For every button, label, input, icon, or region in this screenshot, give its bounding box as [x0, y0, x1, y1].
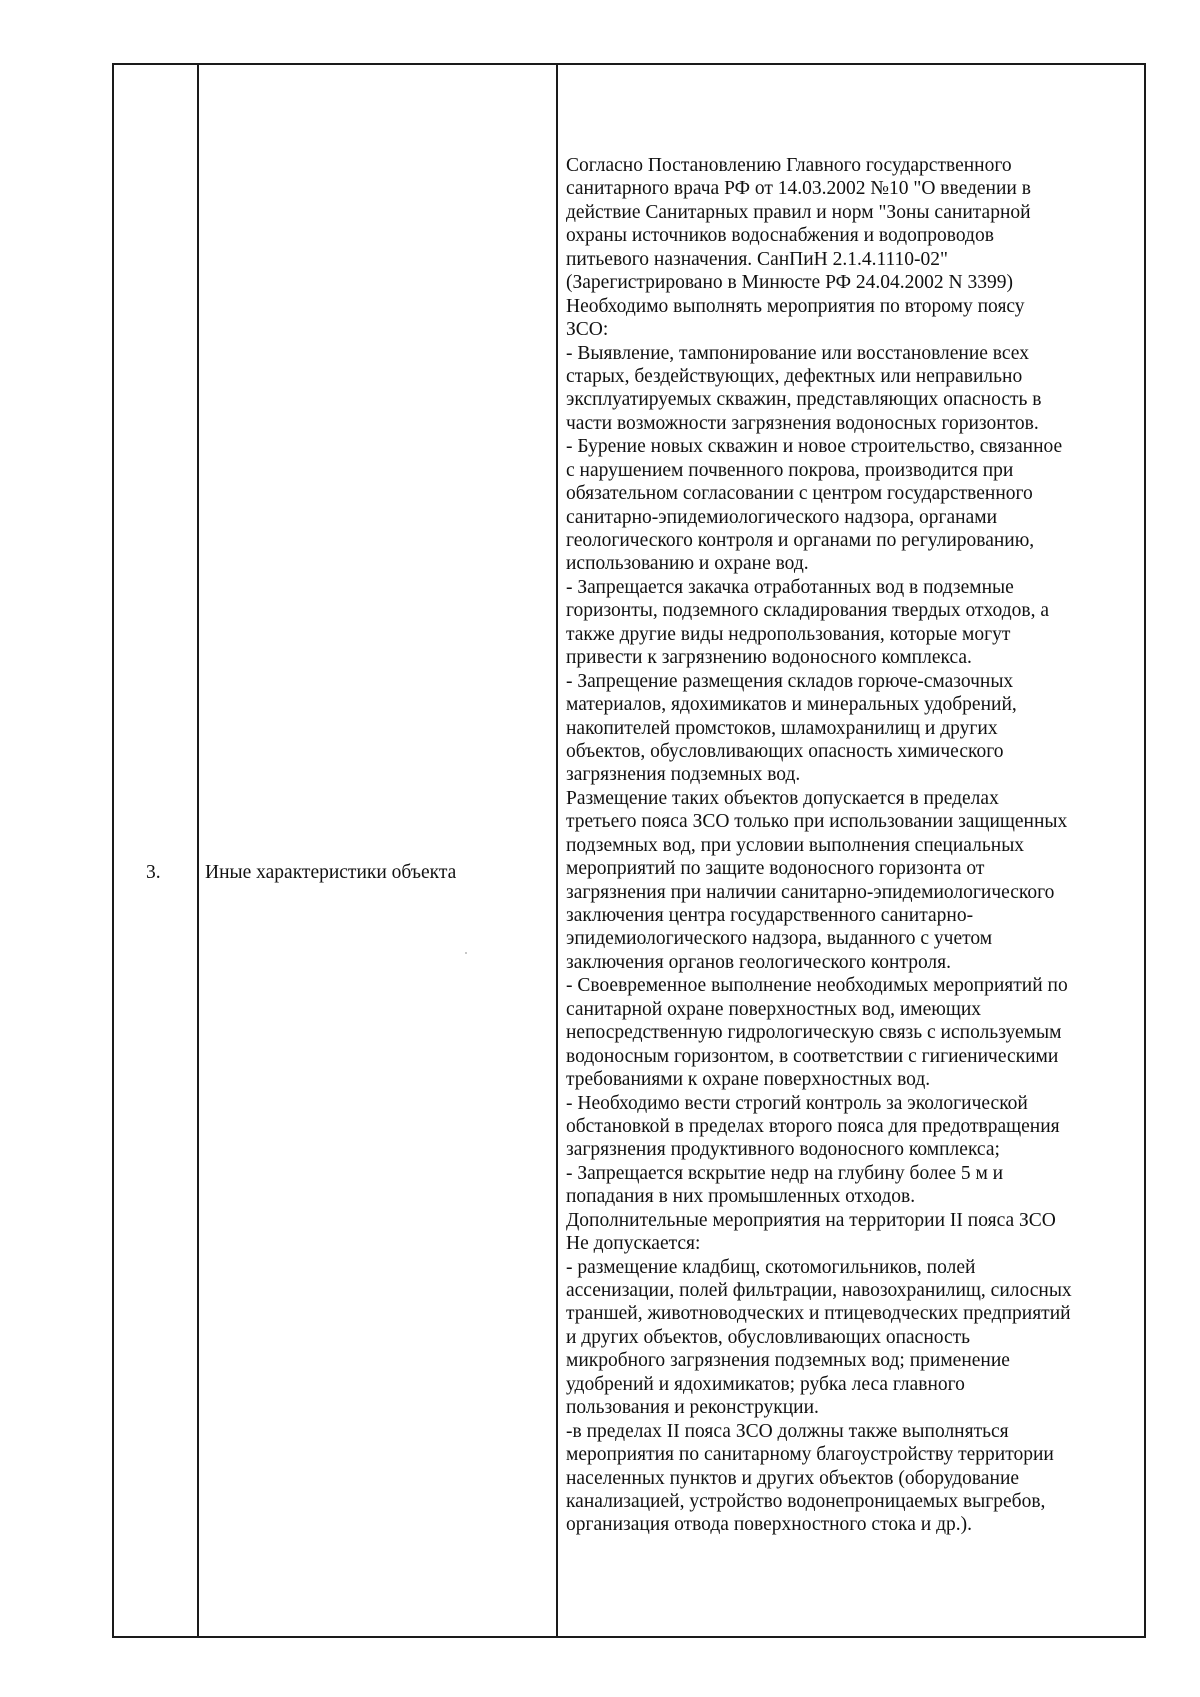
description-line: непосредственную гидрологическую связь с используемым [566, 1022, 1062, 1044]
description-line: - Своевременное выполнение необходимых мероприятий по [566, 975, 1068, 997]
description-line: санитарной охране поверхностных вод, имеющих [566, 998, 982, 1020]
description-line: удобрений и ядохимикатов; рубка леса главного [566, 1373, 965, 1395]
description-line: действие Санитарных правил и норм "Зоны санитарной [566, 201, 1031, 223]
description-line: санитарного врача РФ от 14.03.2002 №10 "О введении в [566, 178, 1031, 200]
description-line: старых, бездействующих, дефектных или неправильно [566, 365, 1023, 387]
row-description [566, 154, 1141, 1537]
description-line: объектов, обусловливающих опасность химического [566, 740, 1004, 762]
description-line: привести к загрязнению водоносного комплекса. [566, 647, 972, 669]
table-column-divider-2 [556, 63, 558, 1638]
description-line: (Зарегистрировано в Минюсте РФ 24.04.2002 N 3399) [566, 272, 1013, 294]
table-border-right [1144, 63, 1146, 1638]
table-border-left [112, 63, 114, 1638]
description-line: Не допускается: [566, 1233, 701, 1255]
description-line: ЗСО: [566, 319, 609, 341]
description-line: мероприятий по защите водоносного горизонта от [566, 858, 985, 880]
description-line: также другие виды недропользования, которые могут [566, 623, 1011, 645]
description-line: эксплуатируемых скважин, представляющих опасность в [566, 389, 1042, 411]
description-line: санитарно-эпидемиологического надзора, органами [566, 506, 997, 528]
row-title: Иные характеристики объекта [205, 862, 457, 883]
description-line: мероприятия по санитарному благоустройству территории [566, 1444, 1054, 1466]
description-line: использованию и охране вод. [566, 553, 809, 575]
description-line: пользования и реконструкции. [566, 1397, 819, 1419]
description-line: микробного загрязнения подземных вод; применение [566, 1350, 1010, 1372]
description-line: части возможности загрязнения водоносных горизонтов. [566, 412, 1039, 434]
description-line: материалов, ядохимикатов и минеральных удобрений, [566, 694, 1017, 716]
description-line: накопителей промстоков, шламохранилищ и других [566, 717, 998, 739]
description-line: - Запрещение размещения складов горюче-смазочных [566, 670, 1014, 692]
description-line: -в пределах II пояса ЗСО должны также выполняться [566, 1420, 1009, 1442]
description-line: траншей, животноводческих и птицеводческих предприятий [566, 1303, 1071, 1325]
description-line: водоносным горизонтом, в соответствии с гигиеническими [566, 1045, 1059, 1067]
description-line: Необходимо выполнять мероприятия по второму поясу [566, 295, 1025, 317]
description-line: - размещение кладбищ, скотомогильников, полей [566, 1256, 976, 1278]
description-line: с нарушением почвенного покрова, производится при [566, 459, 1014, 481]
description-line: попадания в них промышленных отходов. [566, 1186, 916, 1208]
description-line: требованиями к охране поверхностных вод. [566, 1069, 931, 1091]
description-line: Дополнительные мероприятия на территории II пояса ЗСО [566, 1209, 1056, 1231]
table-border-bottom [112, 1636, 1146, 1638]
description-line: - Выявление, тампонирование или восстановление всех [566, 342, 1029, 364]
description-line: эпидемиологического надзора, выданного с учетом [566, 928, 993, 950]
table-border-top [112, 63, 1146, 65]
row-number: 3. [146, 862, 161, 883]
description-line: ассенизации, полей фильтрации, навозохранилищ, силосных [566, 1280, 1072, 1301]
description-line: охраны источников водоснабжения и водопроводов [566, 225, 994, 247]
description-line: загрязнения при наличии санитарно-эпидемиологического [566, 881, 1055, 903]
scan-speck [465, 952, 467, 954]
description-line: горизонты, подземного складирования твердых отходов, а [566, 600, 1049, 622]
description-line: третьего пояса ЗСО только при использовании защищенных [566, 811, 1068, 833]
description-line: канализацией, устройство водонепроницаемых выгребов, [566, 1490, 1046, 1512]
description-line: Размещение таких объектов допускается в пределах [566, 787, 999, 809]
description-line: - Запрещается вскрытие недр на глубину более 5 м и [566, 1162, 1004, 1184]
description-line: Согласно Постановлению Главного государственного [566, 155, 1012, 176]
description-line: геологического контроля и органами по регулированию, [566, 530, 1035, 551]
description-line: - Необходимо вести строгий контроль за экологической [566, 1092, 1028, 1114]
description-line: и других объектов, обусловливающих опасность [566, 1326, 971, 1348]
description-line: заключения органов геологического контроля. [566, 951, 952, 973]
description-line: питьевого назначения. СанПиН 2.1.4.1110-02" [566, 248, 949, 270]
description-line: заключения центра государственного санитарно- [566, 905, 974, 926]
description-line: обязательном согласовании с центром государственного [566, 483, 1033, 505]
description-line: - Запрещается закачка отработанных вод в подземные [566, 576, 1014, 598]
description-line: загрязнения подземных вод. [566, 764, 801, 786]
description-line: населенных пунктов и других объектов (оборудование [566, 1467, 1020, 1489]
description-line: обстановкой в пределах второго пояса для предотвращения [566, 1115, 1060, 1137]
table-column-divider-1 [197, 63, 199, 1638]
description-line: загрязнения продуктивного водоносного комплекса; [566, 1139, 1000, 1161]
description-line: - Бурение новых скважин и новое строительство, связанное [566, 436, 1063, 458]
description-line: организация отвода поверхностного стока и др.). [566, 1514, 973, 1536]
description-line: подземных вод, при условии выполнения специальных [566, 834, 1025, 856]
